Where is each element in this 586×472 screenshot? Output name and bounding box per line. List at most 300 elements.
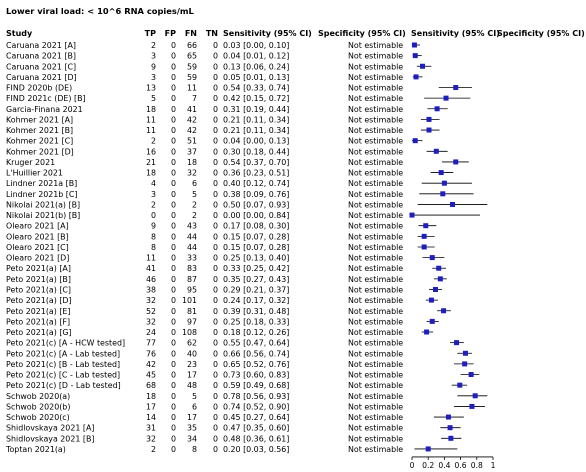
table-row [6,158,469,167]
estimate-marker [426,446,431,451]
study-label: Toptan 2021(a) [6,444,66,454]
tn-value: 0 [212,413,218,423]
specificity-ci: Not estimable [348,232,404,242]
sensitivity-ci: 0.40 [0.12, 0.74] [223,179,290,189]
tn-value: 0 [212,391,218,401]
tp-value: 18 [145,391,156,401]
estimate-marker [450,202,455,207]
tp-value: 9 [150,221,156,231]
tn-value: 0 [212,179,218,189]
tp-value: 17 [145,402,156,412]
col-header-specificity: Specificity (95% CI) [318,29,406,38]
fp-value: 0 [170,444,176,454]
study-label: Peto 2021(a) [A] [6,264,71,274]
tp-value: 32 [145,434,156,444]
study-label: Nikolai 2021(b) [B] [6,211,81,221]
estimate-marker [420,64,425,69]
col-header-specificity-plot: Specificity (95% CI) [497,29,585,38]
tn-value: 0 [212,126,218,136]
specificity-ci: Not estimable [348,444,404,454]
table-row [6,381,467,390]
fp-value: 0 [170,338,176,348]
estimate-marker [413,53,418,58]
study-label: Kruger 2021 [6,157,56,167]
fn-value: 65 [186,51,197,61]
specificity-ci: Not estimable [348,328,404,338]
tp-value: 8 [150,232,156,242]
fp-value: 0 [170,189,176,199]
estimate-marker [438,276,443,281]
tn-value: 0 [212,168,218,178]
study-label: Lindner 2021a [B] [6,179,78,189]
sensitivity-ci: 0.59 [0.49, 0.68] [223,381,290,391]
fp-value: 0 [170,221,176,231]
specificity-ci: Not estimable [348,104,404,114]
tn-value: 0 [212,94,218,104]
estimate-marker [427,117,432,122]
estimate-marker [427,128,432,133]
sensitivity-ci: 0.31 [0.19, 0.44] [223,104,290,114]
tn-value: 0 [212,104,218,114]
study-label: Olearo 2021 [C] [6,242,69,252]
tn-value: 0 [212,62,218,72]
fn-value: 17 [186,370,197,380]
specificity-ci: Not estimable [348,264,404,274]
estimate-marker [453,159,458,164]
study-label: L'Huillier 2021 [6,168,63,178]
table-row [6,285,442,294]
table-row [6,169,453,178]
study-label: Peto 2021(a) [G] [6,328,72,338]
study-label: Kohmer 2021 [B] [6,126,74,136]
table-row [6,105,448,114]
fp-value: 0 [170,370,176,380]
estimate-marker [435,106,440,111]
fp-value: 0 [170,264,176,274]
fp-value: 0 [170,94,176,104]
sensitivity-ci: 0.04 [0.01, 0.12] [223,51,290,61]
sensitivity-ci: 0.39 [0.31, 0.48] [223,306,290,316]
fp-value: 0 [170,72,176,82]
tn-value: 0 [212,83,218,93]
estimate-marker [433,287,438,292]
col-header-tn: TN [205,29,218,38]
specificity-ci: Not estimable [348,115,404,125]
fp-value: 0 [170,211,176,221]
tn-value: 0 [212,264,218,274]
tp-value: 32 [145,317,156,327]
specificity-ci: Not estimable [348,72,404,82]
tp-value: 2 [150,200,156,210]
table-row [6,413,464,422]
fp-value: 0 [170,253,176,263]
sensitivity-ci: 0.35 [0.27, 0.43] [223,274,290,284]
study-label: Peto 2021(a) [F] [6,317,71,327]
specificity-ci: Not estimable [348,221,404,231]
tn-value: 0 [212,51,218,61]
tn-value: 0 [212,317,218,327]
tn-value: 0 [212,253,218,263]
fp-value: 0 [170,157,176,167]
estimate-marker [440,191,445,196]
tp-value: 77 [145,338,156,348]
table-row [6,349,472,358]
specificity-ci: Not estimable [348,359,404,369]
study-label: Olearo 2021 [B] [6,232,69,242]
tp-value: 14 [145,413,156,423]
specificity-ci: Not estimable [348,253,404,263]
estimate-marker [444,96,449,101]
estimate-marker [412,43,417,48]
tp-value: 24 [145,328,156,338]
tp-value: 42 [145,359,156,369]
table-row [6,402,485,411]
fp-value: 0 [170,41,176,50]
table-row [6,307,451,316]
estimate-marker [453,85,458,90]
fp-value: 0 [170,349,176,359]
estimate-marker [457,383,462,388]
table-row [6,190,474,199]
estimate-marker [424,330,429,335]
axis-tick-label: 0.4 [438,460,451,470]
estimate-marker [473,393,478,398]
sensitivity-ci: 0.55 [0.47, 0.64] [223,338,290,348]
tn-value: 0 [212,359,218,369]
sensitivity-ci: 0.15 [0.07, 0.28] [223,242,290,252]
fn-value: 42 [186,126,197,136]
fn-value: 5 [191,189,197,199]
sensitivity-ci: 0.33 [0.25, 0.42] [223,264,290,274]
fp-value: 0 [170,306,176,316]
table-row [6,254,444,263]
table-row [6,392,487,401]
fp-value: 0 [170,391,176,401]
table-row [5,445,457,454]
study-label: Caruana 2021 [C] [6,62,77,72]
fn-value: 44 [186,242,197,252]
study-label: Olearo 2021 [D] [6,253,70,263]
tp-value: 45 [145,370,156,380]
specificity-ci: Not estimable [348,242,404,252]
study-label: Olearo 2021 [A] [6,221,69,231]
study-label: Peto 2021(a) [C] [6,285,72,295]
tn-value: 0 [212,434,218,444]
tp-value: 18 [145,104,156,114]
sensitivity-ci: 0.66 [0.56, 0.74] [223,349,290,359]
sensitivity-ci: 0.50 [0.07, 0.93] [223,200,290,210]
sensitivity-ci: 0.78 [0.56, 0.93] [223,391,290,401]
tp-value: 32 [145,296,156,306]
specificity-ci: Not estimable [348,200,404,210]
fn-value: 48 [186,381,197,391]
fp-value: 0 [170,317,176,327]
specificity-ci: Not estimable [348,168,404,178]
study-label: Caruana 2021 [B] [6,51,76,61]
tp-value: 68 [145,381,156,391]
specificity-ci: Not estimable [348,402,404,412]
table-row [6,62,431,71]
sensitivity-ci: 0.03 [0.00, 0.10] [223,41,290,50]
table-row [6,73,423,82]
fn-value: 83 [186,264,197,274]
fn-value: 8 [191,444,197,454]
tp-value: 52 [145,306,156,316]
fn-value: 51 [186,136,197,146]
fn-value: 42 [186,115,197,125]
estimate-marker [423,223,428,228]
study-label: Lindner 2021b [C] [6,189,78,199]
fp-value: 0 [170,242,176,252]
fp-value: 0 [170,413,176,423]
fn-value: 6 [191,402,197,412]
sensitivity-ci: 0.05 [0.01, 0.13] [223,72,290,82]
tp-value: 18 [145,168,156,178]
fn-value: 35 [186,423,197,433]
tn-value: 0 [212,147,218,157]
tn-value: 0 [212,444,218,454]
estimate-marker [439,170,444,175]
fp-value: 0 [170,423,176,433]
sensitivity-ci: 0.74 [0.52, 0.90] [223,402,290,412]
fn-value: 6 [191,179,197,189]
sensitivity-ci: 0.47 [0.35, 0.60] [223,423,290,433]
fp-value: 0 [170,83,176,93]
table-row [6,52,422,61]
sensitivity-ci: 0.18 [0.12, 0.26] [223,328,290,338]
fn-value: 2 [191,200,197,210]
specificity-ci: Not estimable [348,147,404,157]
estimate-marker [446,415,451,420]
study-rows [5,41,487,454]
specificity-ci: Not estimable [348,179,404,189]
sensitivity-ci: 0.04 [0.00, 0.13] [223,136,290,146]
tp-value: 11 [145,115,156,125]
study-label: FIND 2020b (DE) [6,83,73,93]
axis-tick-label: 0.6 [454,460,467,470]
study-label: Caruana 2021 [A] [6,41,76,50]
sensitivity-ci: 0.30 [0.18, 0.44] [223,147,290,157]
specificity-ci: Not estimable [348,189,404,199]
sensitivity-ci: 0.13 [0.06, 0.24] [223,62,290,72]
specificity-ci: Not estimable [348,413,404,423]
specificity-ci: Not estimable [348,349,404,359]
chart-title: Lower viral load: < 10^6 RNA copies/mL [6,6,194,16]
axis-tick-label: 0 [409,460,415,470]
col-header-fp: FP [164,29,176,38]
fn-value: 43 [186,221,197,231]
sensitivity-ci: 0.36 [0.23, 0.51] [223,168,290,178]
tn-value: 0 [212,349,218,359]
fp-value: 0 [170,402,176,412]
table-row [6,275,447,284]
tp-value: 9 [150,62,156,72]
tp-value: 76 [145,349,156,359]
study-label: FIND 2021c (DE) [B] [6,94,86,104]
estimate-marker [469,372,474,377]
specificity-ci: Not estimable [348,157,404,167]
estimate-marker [434,149,439,154]
tn-value: 0 [212,242,218,252]
fn-value: 23 [186,359,197,369]
study-label: Schwob 2020(b) [6,402,71,412]
specificity-ci: Not estimable [348,391,404,401]
specificity-ci: Not estimable [348,136,404,146]
fp-value: 0 [170,104,176,114]
fp-value: 0 [170,115,176,125]
fp-value: 0 [170,126,176,136]
table-row [6,137,423,146]
tp-value: 31 [145,423,156,433]
study-label: Schwob 2020(a) [6,391,71,401]
study-label: Peto 2021(a) [E] [6,306,71,316]
estimate-marker [430,319,435,324]
estimate-marker [430,255,435,260]
specificity-ci: Not estimable [348,94,404,104]
fp-value: 0 [170,168,176,178]
study-label: Peto 2021(c) [B - Lab tested] [6,359,121,369]
sensitivity-ci: 0.42 [0.15, 0.72] [223,94,290,104]
estimate-marker [410,213,415,218]
fn-value: 41 [186,104,197,114]
table-row [6,243,435,252]
fp-value: 0 [170,381,176,391]
table-row [6,211,480,220]
table-row [6,371,479,380]
specificity-ci: Not estimable [348,83,404,93]
fn-value: 18 [186,157,197,167]
table-row [6,94,470,103]
specificity-ci: Not estimable [348,338,404,348]
axis-tick-label: 1 [490,460,496,470]
fn-value: 11 [186,83,197,93]
sensitivity-ci: 0.00 [0.00, 0.84] [223,211,290,221]
specificity-ci: Not estimable [348,317,404,327]
study-label: Kohmer 2021 [D] [6,147,74,157]
estimate-marker [414,74,419,79]
fp-value: 0 [170,274,176,284]
fp-value: 0 [170,328,176,338]
tp-value: 5 [150,94,156,104]
tn-value: 0 [212,221,218,231]
sensitivity-ci: 0.38 [0.09, 0.76] [223,189,290,199]
tp-value: 3 [150,189,156,199]
table-row [6,200,487,209]
sensitivity-ci: 0.21 [0.11, 0.34] [223,126,290,136]
tp-value: 3 [150,51,156,61]
tp-value: 0 [150,211,156,221]
table-row [6,424,461,433]
fn-value: 59 [186,72,197,82]
sensitivity-ci: 0.24 [0.17, 0.32] [223,296,290,306]
tn-value: 0 [212,296,218,306]
specificity-ci: Not estimable [348,381,404,391]
specificity-ci: Not estimable [348,296,404,306]
study-label: Peto 2021(a) [B] [6,274,71,284]
fp-value: 0 [170,51,176,61]
study-label: Kohmer 2021 [C] [6,136,74,146]
tp-value: 11 [145,126,156,136]
sensitivity-ci: 0.20 [0.03, 0.56] [223,444,290,454]
estimate-marker [429,298,434,303]
study-label: Peto 2021(c) [A - Lab tested] [6,349,121,359]
tp-value: 21 [145,157,156,167]
tp-value: 3 [150,72,156,82]
col-header-study: Study [6,29,33,38]
sensitivity-ci: 0.54 [0.33, 0.74] [223,83,290,93]
specificity-ci: Not estimable [348,62,404,72]
study-label: Shidlovskaya 2021 [A] [6,423,95,433]
table-row [6,147,448,156]
fn-value: 32 [186,168,197,178]
estimate-marker [413,138,418,143]
estimate-marker [441,308,446,313]
estimate-marker [448,425,453,430]
fn-value: 37 [186,147,197,157]
fp-value: 0 [170,179,176,189]
fn-value: 7 [191,94,197,104]
estimate-marker [469,404,474,409]
table-row [6,434,461,443]
sensitivity-ci: 0.73 [0.60, 0.83] [223,370,290,380]
specificity-ci: Not estimable [348,370,404,380]
specificity-ci: Not estimable [348,285,404,295]
tp-value: 2 [150,444,156,454]
tp-value: 46 [145,274,156,284]
sensitivity-ci: 0.25 [0.18, 0.33] [223,317,290,327]
estimate-marker [448,436,453,441]
study-label: Nikolai 2021(a) [B] [6,200,81,210]
sensitivity-ci: 0.15 [0.07, 0.28] [223,232,290,242]
table-row [6,84,472,93]
fn-value: 62 [186,338,197,348]
estimate-marker [462,361,467,366]
specificity-ci: Not estimable [348,423,404,433]
sensitivity-ci: 0.48 [0.36, 0.61] [223,434,290,444]
tp-value: 2 [150,41,156,50]
tp-value: 8 [150,242,156,252]
tn-value: 0 [212,232,218,242]
table-row [6,296,438,305]
tn-value: 0 [212,402,218,412]
estimate-marker [422,234,427,239]
sensitivity-ci: 0.29 [0.21, 0.37] [223,285,290,295]
estimate-marker [436,266,441,271]
tn-value: 0 [212,115,218,125]
tn-value: 0 [212,381,218,391]
estimate-marker [422,244,427,249]
table-row [6,317,439,326]
fp-value: 0 [170,147,176,157]
fn-value: 66 [186,41,197,50]
tp-value: 11 [145,253,156,263]
tn-value: 0 [212,200,218,210]
estimate-marker [454,340,459,345]
specificity-ci: Not estimable [348,51,404,61]
fn-value: 101 [181,296,197,306]
study-label: Peto 2021(c) [D - Lab tested] [6,381,121,391]
col-header-sensitivity-plot: Sensitivity (95% CI) [411,29,500,38]
study-label: Peto 2021(c) [A - HCW tested] [6,338,126,348]
specificity-ci: Not estimable [348,126,404,136]
estimate-marker [442,181,447,186]
study-label: Shidlovskaya 2021 [B] [6,434,95,444]
table-row [6,328,433,337]
tn-value: 0 [212,274,218,284]
study-label: Peto 2021(a) [D] [6,296,72,306]
tp-value: 41 [145,264,156,274]
sensitivity-ci: 0.45 [0.27, 0.64] [223,413,290,423]
